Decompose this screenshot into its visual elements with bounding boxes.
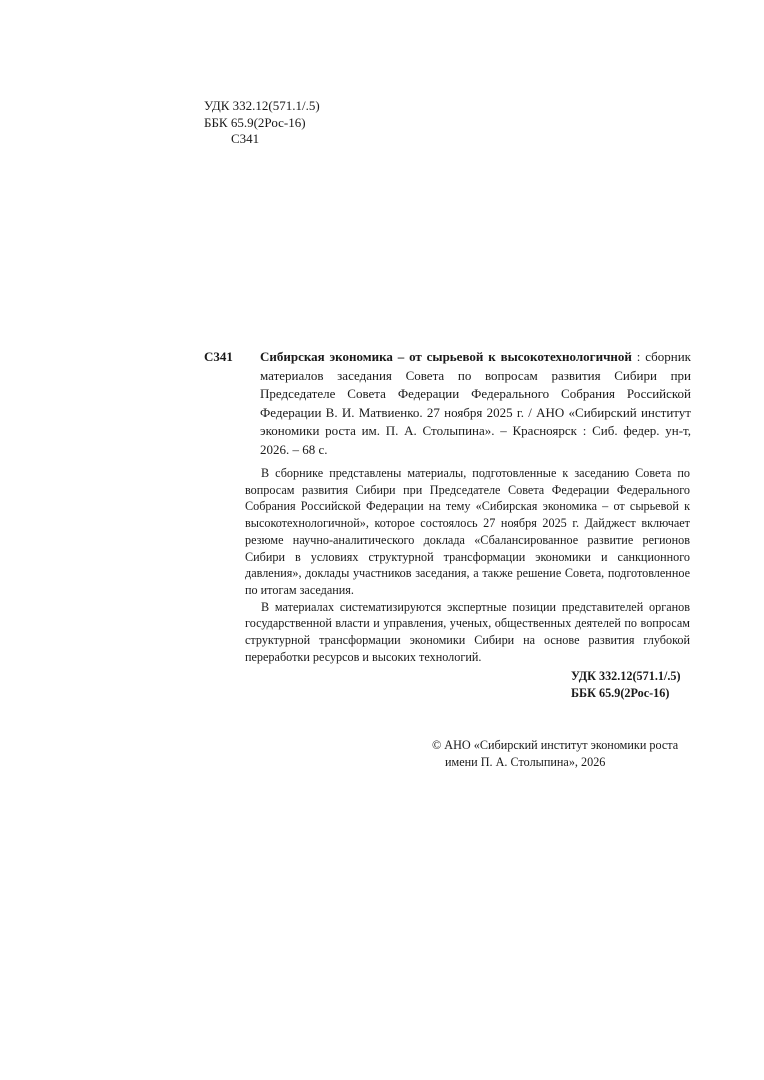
entry-author-mark: С341 xyxy=(204,349,233,364)
udk-code: УДК 332.12(571.1/.5) xyxy=(204,98,320,113)
entry-body xyxy=(260,348,691,460)
entry-title: Сибирская экономика – от сырьевой к высокотехнологичной xyxy=(260,349,632,364)
bbk-code: ББК 65.9(2Рос-16) xyxy=(204,114,306,130)
copyright-notice xyxy=(432,737,678,770)
copyright-line: имени П. А. Столыпина», 2026 xyxy=(445,754,606,769)
udk-index: УДК 332.12(571.1/.5) xyxy=(571,669,681,683)
annotation-paragraph: В материалах систематизируются экспертные позиции представителей органов государственной власти и управления, ученых, общественных деятелей по вопросам структурной трансформации экономики Сибири на основе развития глубокой переработки ресурсов и высоких технологий. xyxy=(245,599,690,664)
annotation xyxy=(245,465,690,665)
copyright-line: © АНО «Сибирский институт экономики роста xyxy=(432,738,679,752)
index-codes xyxy=(571,668,681,701)
annotation-paragraph: В сборнике представлены материалы, подготовленные к заседанию Совета по вопросам развития Сибири при Председателе Совета Федерации Федерального Собрания Российской Федерации на тему «Сибирская экономика – от сырьевой к высокотехнологичной», которое состоялось 27 ноября 2025 г. Дайджест включает резюме научно-аналитического доклада «Сбалансированное развитие регионов Сибири в условиях структурной трансформации экономики и санкционного давления», доклады участников заседания, а также решение Совета, подготовленное по итогам заседания. xyxy=(245,466,690,597)
bibliographic-entry xyxy=(204,348,691,460)
bbk-index: ББК 65.9(2Рос-16) xyxy=(571,685,670,700)
author-mark: С341 xyxy=(231,131,260,146)
classification-codes xyxy=(204,98,320,148)
entry-description: : сборник материалов заседания Совета по вопросам развития Сибири при Председателе Совета Федерации Федерального Собрания Российской Федерации В. И. Матвиенко. 27 ноября 2025 г. / АНО «Сибирский институт экономики роста им. П. А. Столыпина». – Красноярск : Сиб. федер. ун-т, 2026. – 68 с. xyxy=(260,349,691,457)
